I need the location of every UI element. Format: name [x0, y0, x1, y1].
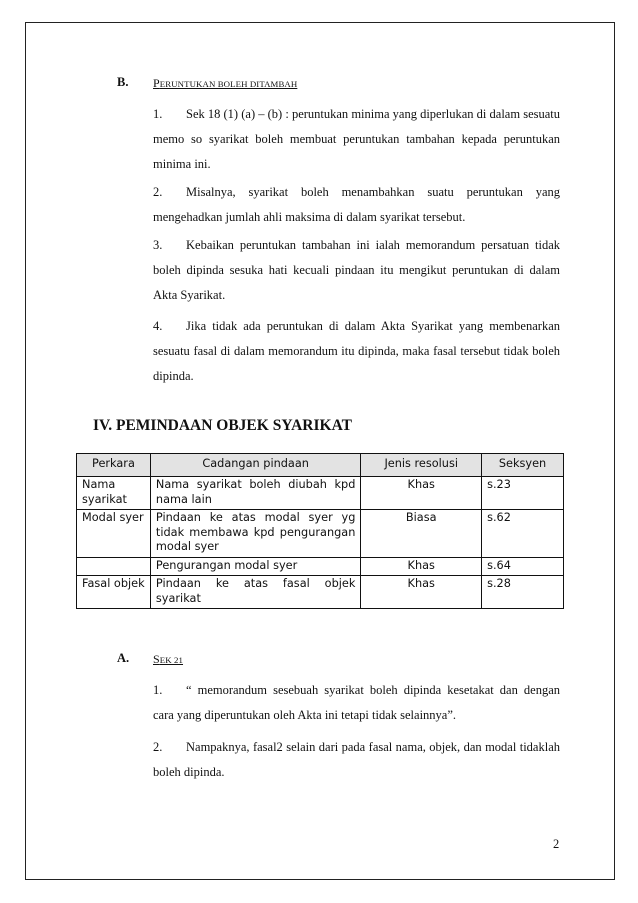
para-number: 4. [153, 319, 163, 333]
para-number: 1. [153, 107, 163, 121]
cell-cadangan: Pindaan ke atas fasal objek syarikat [150, 576, 360, 609]
cell-jenis: Khas [361, 557, 482, 576]
table-header-row [77, 454, 564, 477]
cell-cadangan: Pengurangan modal syer [150, 557, 360, 576]
section-heading: IV. PEMINDAAN OBJEK SYARIKAT [93, 417, 352, 434]
amendment-table [76, 453, 564, 609]
para-number: 2. [153, 185, 163, 199]
section-b-title-rest: ERUNTUKAN BOLEH DITAMBAH [159, 79, 298, 89]
para-number: 3. [153, 238, 163, 252]
cell-jenis: Khas [361, 477, 482, 510]
section-a-title-initial: S [153, 652, 160, 666]
cell-perkara: Nama syarikat [77, 477, 151, 510]
section-a-para-1 [153, 678, 560, 728]
cell-perkara [77, 557, 151, 576]
page-number: 2 [553, 837, 560, 851]
para-text: Nampaknya, fasal2 selain dari pada fasal nama, objek, dan modal tidaklah boleh dipinda. [153, 740, 560, 779]
section-b-title-initial: P [153, 76, 160, 90]
header-cadangan: Cadangan pindaan [150, 454, 360, 477]
para-text: Misalnya, syarikat boleh menambahkan suatu peruntukan yang mengehadkan jumlah ahli maksima di dalam syarikat tersebut. [153, 185, 560, 224]
cell-seksyen: s.64 [482, 557, 564, 576]
table-row [77, 576, 564, 609]
table-row [77, 557, 564, 576]
section-b-para-2 [153, 180, 560, 230]
section-a-title [153, 652, 183, 667]
cell-perkara: Fasal objek [77, 576, 151, 609]
section-b-letter: B. [117, 75, 129, 89]
cell-jenis: Biasa [361, 510, 482, 558]
section-b-para-3 [153, 233, 560, 308]
section-a-letter: A. [117, 651, 130, 665]
para-text: Sek 18 (1) (a) – (b) : peruntukan minima yang diperlukan di dalam sesuatu memo so syarikat boleh membuat peruntukan tambahan kepada peruntukan minima ini. [153, 107, 560, 171]
table-row [77, 477, 564, 510]
section-a-title-rest: EK 21 [159, 655, 184, 665]
header-jenis: Jenis resolusi [361, 454, 482, 477]
table-row [77, 510, 564, 558]
para-text: “ memorandum sesebuah syarikat boleh dipinda kesetakat dan dengan cara yang diperuntukan oleh Akta ini tetapi tidak selainnya”. [153, 683, 560, 722]
cell-cadangan: Nama syarikat boleh diubah kpd nama lain [150, 477, 360, 510]
header-perkara: Perkara [77, 454, 151, 477]
para-text: Jika tidak ada peruntukan di dalam Akta Syarikat yang membenarkan sesuatu fasal di dalam memorandum itu dipinda, maka fasal tersebut tidak boleh dipinda. [153, 319, 560, 383]
cell-seksyen: s.23 [482, 477, 564, 510]
cell-cadangan: Pindaan ke atas modal syer yg tidak membawa kpd pengurangan modal syer [150, 510, 360, 558]
header-seksyen: Seksyen [482, 454, 564, 477]
cell-seksyen: s.62 [482, 510, 564, 558]
section-b-para-4 [153, 314, 560, 389]
para-text: Kebaikan peruntukan tambahan ini ialah memorandum persatuan tidak boleh dipinda sesuka hati kecuali pindaan itu mengikut peruntukan di dalam Akta Syarikat. [153, 238, 560, 302]
cell-jenis: Khas [361, 576, 482, 609]
section-b-title [153, 76, 297, 91]
cell-perkara: Modal syer [77, 510, 151, 558]
section-a-para-2 [153, 735, 560, 785]
para-number: 2. [153, 740, 163, 754]
para-number: 1. [153, 683, 163, 697]
section-b-para-1 [153, 102, 560, 177]
cell-seksyen: s.28 [482, 576, 564, 609]
